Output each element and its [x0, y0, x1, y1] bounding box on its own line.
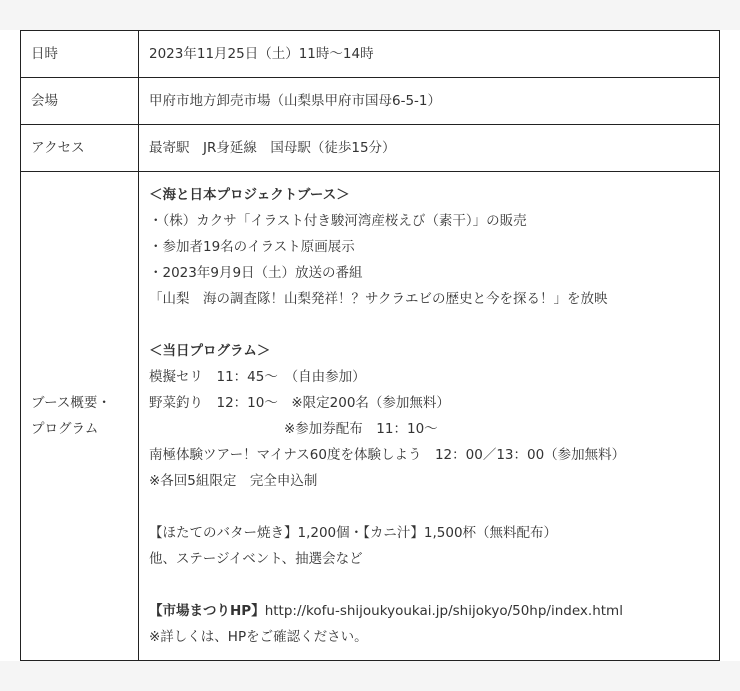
- list-item: ・2023年9月9日（土）放送の番組: [149, 265, 363, 281]
- bottom-margin: [0, 661, 740, 691]
- booth-label-line: ブース概要・: [31, 395, 111, 411]
- list-item: 他、ステージイベント、抽選会など: [149, 551, 363, 567]
- venue-value: 甲府市地方卸売市場（山梨県甲府市国母6-5-1）: [139, 78, 720, 125]
- event-info-table: [20, 30, 720, 661]
- hp-label: 【市場まつりHP】: [149, 603, 265, 619]
- list-item: 野菜釣り 12：10〜 ※限定200名（参加無料）: [149, 395, 450, 411]
- spacer: [149, 494, 709, 520]
- access-value: 最寄駅 JR身延線 国母駅（徒歩15分）: [139, 125, 720, 172]
- top-margin: [0, 0, 740, 30]
- list-item: 「山梨 海の調査隊！山梨発祥！？サクラエビの歴史と今を探る！」を放映: [149, 291, 608, 307]
- spacer: [149, 572, 709, 598]
- section-heading: ＜当日プログラム＞: [149, 343, 271, 359]
- list-item: 南極体験ツアー！マイナス60度を体験しよう 12：00／13：00（参加無料）: [149, 447, 626, 463]
- date-label: 日時: [21, 31, 139, 78]
- list-item: ・（株）カクサ「イラスト付き駿河湾産桜えび（素干）」の販売: [149, 213, 527, 229]
- spacer: [149, 312, 709, 338]
- date-value: 2023年11月25日（土）11時〜14時: [139, 31, 720, 78]
- list-item: ・参加者19名のイラスト原画展示: [149, 239, 355, 255]
- table-row: [21, 78, 720, 125]
- hp-note: ※詳しくは、HPをご確認ください。: [149, 629, 368, 645]
- table-row: [21, 172, 720, 661]
- booth-content: [139, 172, 720, 661]
- list-item: ※参加券配布 11：10〜: [149, 421, 438, 437]
- table-row: [21, 31, 720, 78]
- hp-url-link[interactable]: http://kofu-shijoukyoukai.jp/shijokyo/50hp/index.html: [264, 603, 623, 619]
- booth-label-line: プログラム: [31, 421, 99, 437]
- access-label: アクセス: [21, 125, 139, 172]
- venue-label: 会場: [21, 78, 139, 125]
- list-item: 模擬セリ 11：45〜 （自由参加）: [149, 369, 366, 385]
- section-heading: ＜海と日本プロジェクトブース＞: [149, 187, 350, 203]
- table-row: [21, 125, 720, 172]
- booth-label: [21, 172, 139, 661]
- list-item: 【ほたてのバター焼き】1,200個・【カニ汁】1,500杯（無料配布）: [149, 525, 558, 541]
- list-item: ※各回5組限定 完全申込制: [149, 473, 318, 489]
- hp-line: [149, 598, 709, 624]
